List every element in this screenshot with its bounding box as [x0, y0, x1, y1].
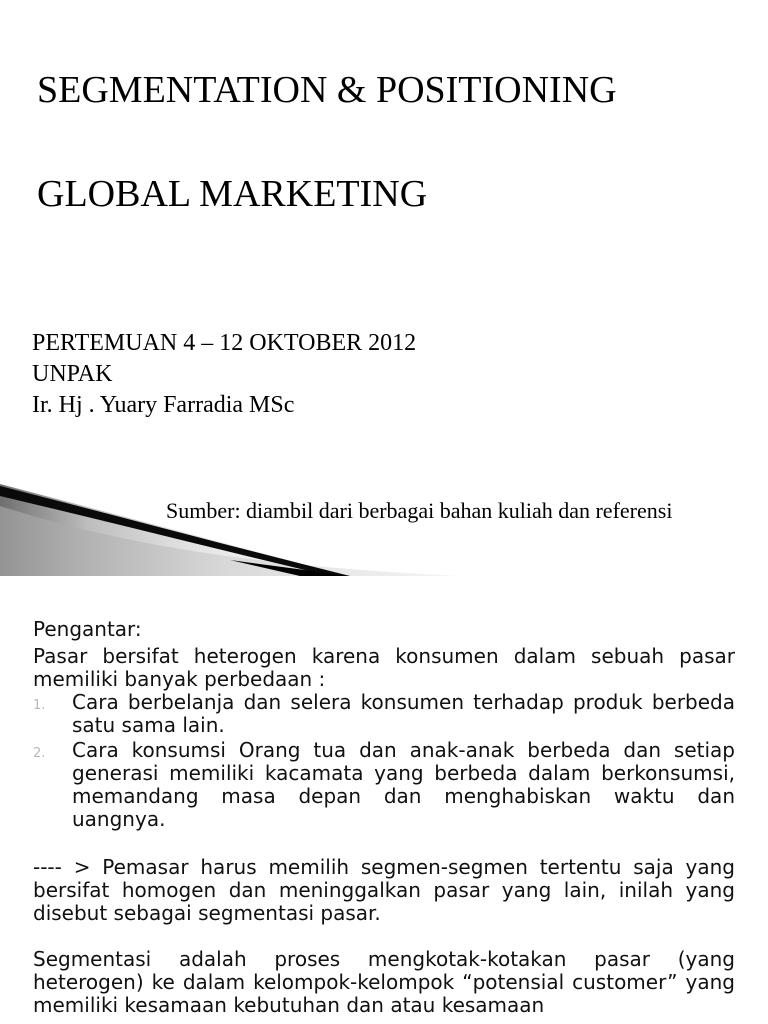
- segmentation-paragraph: ---- > Pemasar harus memilih segmen-segmen tertentu saja yang bersifat homogen dan meninggalkan pasar yang lain, inilah yang disebut sebagai segmentasi pasar.: [33, 855, 735, 925]
- difference-list: [33, 691, 735, 831]
- author-name: Ir. Hj . Yuary Farradia MSc: [32, 392, 295, 418]
- meeting-info: [32, 328, 416, 421]
- list-item-text: Cara konsumsi Orang tua dan anak-anak berbeda dan setiap generasi memiliki kacamata yang berbeda dalam berkonsumsi, memandang masa depan dan menghabiskan waktu dan uangnya.: [72, 738, 735, 831]
- list-number: 2.: [33, 746, 46, 761]
- content-body: [33, 618, 735, 1017]
- source-note: Sumber: diambil dari berbagai bahan kuliah dan referensi: [166, 498, 673, 523]
- list-number: 1.: [33, 698, 46, 713]
- list-item-text: Cara berbelanja dan selera konsumen terhadap produk berbeda satu sama lain.: [72, 690, 735, 737]
- slide-title: SEGMENTATION & POSITIONING: [37, 69, 617, 111]
- content-slide: [0, 592, 768, 1024]
- institution-name: UNPAK: [32, 361, 113, 387]
- list-item: [33, 691, 735, 737]
- definition-paragraph: Segmentasi adalah proses mengkotak-kotakan pasar (yang heterogen) ke dalam kelompok-kelompok “potensial customer” yang memiliki kesamaan kebutuhan dan atau kesamaan: [33, 947, 735, 1017]
- meeting-date: PERTEMUAN 4 – 12 OKTOBER 2012: [32, 330, 417, 356]
- list-item: [33, 739, 735, 831]
- slide-subtitle: GLOBAL MARKETING: [37, 173, 428, 215]
- intro-label: Pengantar:: [33, 617, 142, 641]
- intro-text: Pasar bersifat heterogen karena konsumen dalam sebuah pasar memiliki banyak perbedaan :: [33, 644, 735, 691]
